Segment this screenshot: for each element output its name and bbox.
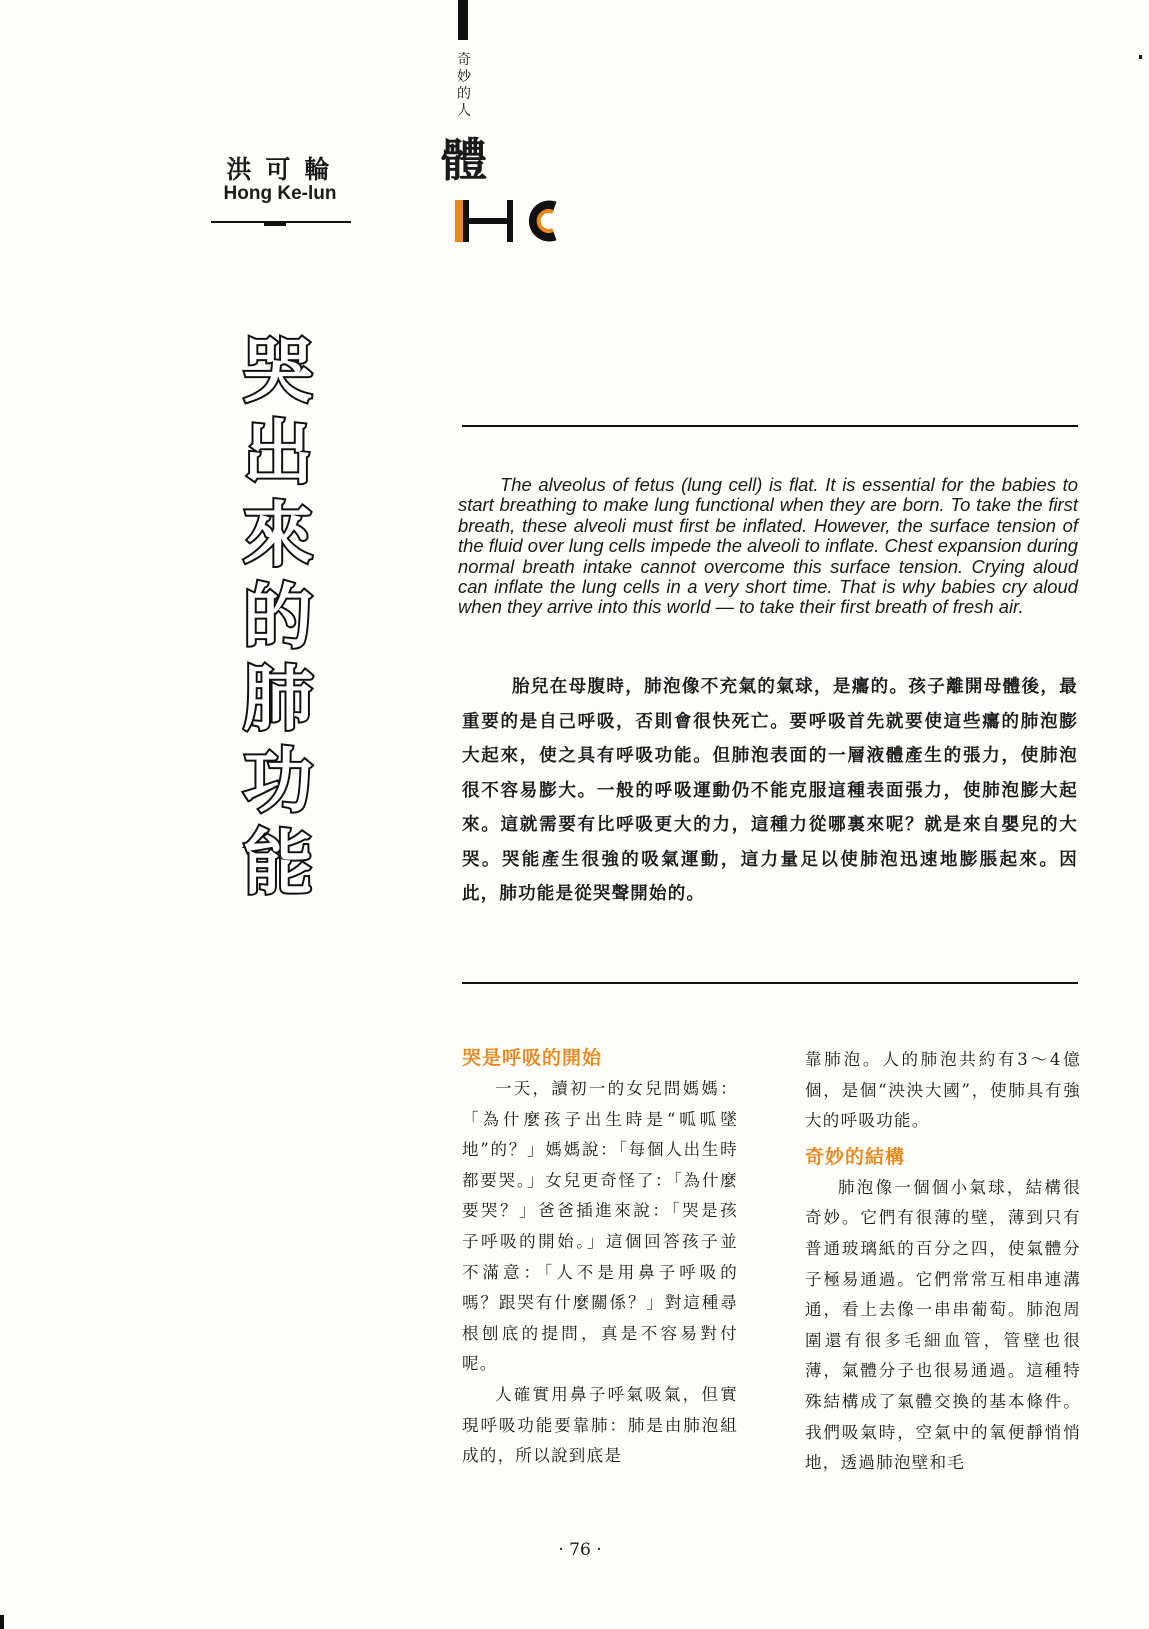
body-paragraph: 人確實用鼻子呼氣吸氣，但實現呼吸功能要靠肺：肺是由肺泡組成的，所以說到底是 <box>462 1384 738 1466</box>
page-number: · 76 · <box>558 1540 602 1560</box>
title-char: 出 <box>243 412 313 494</box>
scan-mark <box>1139 55 1142 59</box>
series-top-bar <box>458 0 468 40</box>
title-char: 的 <box>243 576 313 658</box>
author-name-english: Hong Ke-lun <box>223 183 337 204</box>
section-heading: 奇妙的結構 <box>805 1145 906 1168</box>
series-logo-icon <box>455 200 585 260</box>
series-title: 奇妙的人 <box>457 52 471 119</box>
title-char: 功 <box>243 740 313 822</box>
abstract-bottom-rule <box>462 982 1078 984</box>
title-char: 肺 <box>243 658 313 740</box>
body-paragraph: 一天，讀初一的女兒問媽媽：「為什麼孩子出生時是“呱呱墜地”的？」媽媽說：「每個人出生時都要哭。」女兒更奇怪了：「為什麼要哭？」爸爸插進來說：「哭是孩子呼吸的開始。」這個回答孩子並不滿意：「人不是用鼻子呼吸的嗎？跟哭有什麼關係？」對這種尋根刨底的提問，真是不容易對付呢。 <box>462 1079 738 1374</box>
title-char: 能 <box>243 822 313 904</box>
article-title <box>238 330 318 904</box>
scan-mark <box>0 1615 4 1629</box>
abstract-top-rule <box>462 425 1078 427</box>
author-underline-tab <box>264 221 286 226</box>
title-char: 來 <box>243 494 313 576</box>
section-heading: 哭是呼吸的開始 <box>462 1047 603 1069</box>
body-column-left <box>462 1042 738 1472</box>
series-highlight-char: 體 <box>441 133 487 187</box>
body-paragraph-continuation: 靠肺泡。人的肺泡共約有3～4億個，是個“泱泱大國”，使肺具有強大的呼吸功能。 <box>805 1050 1081 1131</box>
body-paragraph: 肺泡像一個個小氣球，結構很奇妙。它們有很薄的壁，薄到只有普通玻璃紙的百分之四，使氣體分子極易通過。它們常常互相串連溝通，看上去像一串串葡萄。肺泡周圍還有很多毛細血管，管壁也很薄，氣體分子也很易通過。這種特殊結構成了氣體交換的基本條件。我們吸氣時，空氣中的氧便靜悄悄地，透過肺泡壁和毛 <box>805 1177 1081 1473</box>
abstract-chinese: 胎兒在母腹時，肺泡像不充氣的氣球，是癟的。孩子離開母體後，最重要的是自己呼吸，否則會很快死亡。要呼吸首先就要使這些癟的肺泡膨大起來，使之具有呼吸功能。但肺泡表面的一層液體產生的張力，使肺泡很不容易膨大。一般的呼吸運動仍不能克服這種表面張力，使肺泡膨大起來。這就需要有比呼吸更大的力，這種力從哪裏來呢？就是來自嬰兒的大哭。哭能產生很強的吸氣運動，這力量足以使肺泡迅速地膨脹起來。因此，肺功能是從哭聲開始的。 <box>462 677 1078 904</box>
title-char: 哭 <box>243 330 313 412</box>
abstract-english: The alveolus of fetus (lung cell) is flat. It is essential for the babies to start breathing to make lung functional when they are born. To take the first breath, these alveoli must first be inflated. However, the surface tension of the fluid over lung cells impede the alveoli to inflate. Chest expansion during normal breath intake cannot overcome this surface tension. Crying aloud can inflate the lung cells in a very short time. That is why babies cry aloud when they arrive into this world — to take their first breath of fresh air. <box>458 474 1078 618</box>
author-name-chinese: 洪可輪 <box>226 155 344 184</box>
body-column-right <box>805 1045 1081 1479</box>
